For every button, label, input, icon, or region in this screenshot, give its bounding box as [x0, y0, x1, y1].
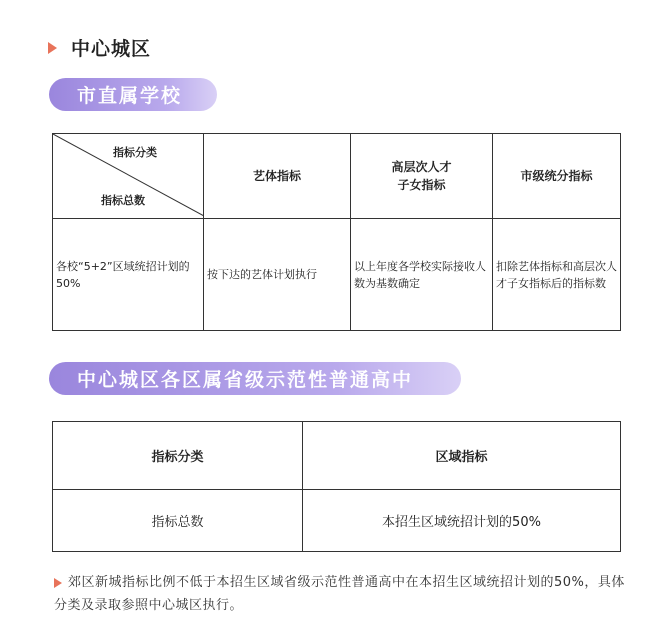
table-cell: 各校“5+2”区域统招计划的50% [53, 219, 204, 331]
header-cell: 艺体指标 [204, 134, 351, 219]
footnote-text: 郊区新城指标比例不低于本招生区域省级示范性普通高中在本招生区域统招计划的50%，具体分类及录取参照中心城区执行。 [54, 575, 625, 613]
header-cell: 市级统分指标 [493, 134, 621, 219]
table-cell: 指标总数 [53, 490, 303, 552]
header-cell [351, 134, 493, 219]
table-cell: 本招生区域统招计划的50% [303, 490, 621, 552]
section-title: 中心城区 [71, 38, 152, 60]
table-row [53, 490, 621, 552]
triangle-bullet-icon [54, 578, 62, 588]
table-cell: 按下达的艺体计划执行 [204, 219, 351, 331]
header-cell: 指标分类 [53, 422, 303, 490]
table-cell: 扣除艺体指标和高层次人才子女指标后的指标数 [493, 219, 621, 331]
quota-table-city-schools [52, 133, 621, 331]
header-text: 高层次人才 子女指标 [391, 160, 452, 192]
header-cell: 区域指标 [303, 422, 621, 490]
category-pill-district-schools: 中心城区各区属省级示范性普通高中 [49, 362, 461, 395]
table-row [53, 219, 621, 331]
diag-top-label: 指标分类 [113, 146, 157, 159]
footnote [54, 571, 634, 617]
diagonal-header-cell [53, 134, 204, 219]
table-header-row [53, 134, 621, 219]
triangle-bullet-icon [48, 42, 57, 54]
table-header-row [53, 422, 621, 490]
quota-table-district-schools [52, 421, 621, 552]
table-cell: 以上年度各学校实际接收人数为基数确定 [351, 219, 493, 331]
category-pill-city-schools: 市直属学校 [49, 78, 217, 111]
section-header [48, 34, 151, 61]
diag-bottom-label: 指标总数 [101, 194, 145, 207]
